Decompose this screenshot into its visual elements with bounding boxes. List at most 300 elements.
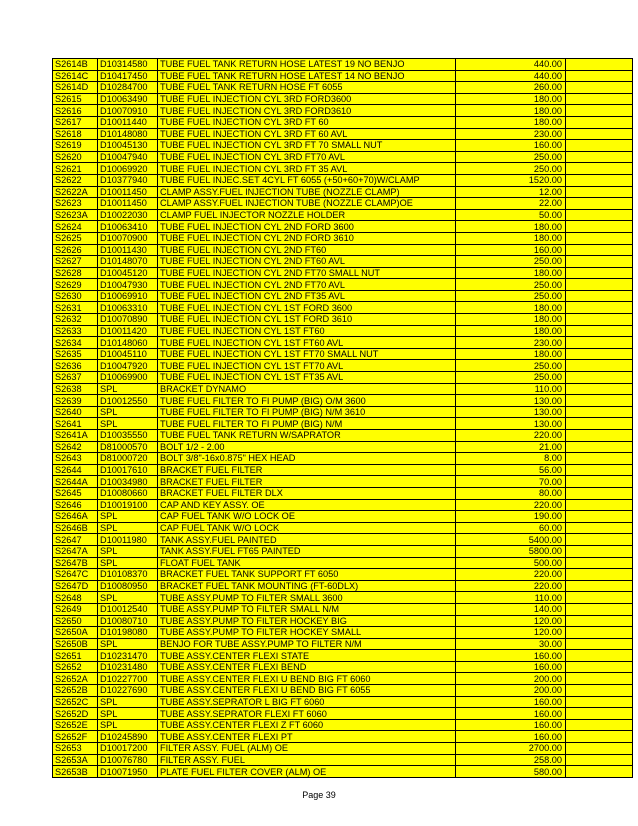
blank-cell (566, 395, 633, 407)
price-cell: 1520.00 (456, 174, 566, 186)
description-cell: BRACKET DYNAMO (158, 383, 456, 395)
part-code-cell: S2627 (53, 256, 98, 268)
part-number-cell: D10047940 (98, 151, 158, 163)
price-cell: 22.00 (456, 198, 566, 210)
description-cell: TANK ASSY.FUEL PAINTED (158, 534, 456, 546)
part-code-cell: S2648 (53, 592, 98, 604)
description-cell: TUBE FUEL INJECTION CYL 2ND FORD 3610 (158, 232, 456, 244)
description-cell: TUBE ASSY.SEPRATOR FLEXI FT 6060 (158, 708, 456, 720)
blank-cell (566, 766, 633, 778)
part-code-cell: S2639 (53, 395, 98, 407)
part-number-cell: D10069900 (98, 372, 158, 384)
blank-cell (566, 116, 633, 128)
part-number-cell: SPL (98, 522, 158, 534)
table-row (53, 348, 633, 360)
price-cell: 56.00 (456, 464, 566, 476)
blank-cell (566, 557, 633, 569)
description-cell: CAP FUEL TANK W/O LOCK OE (158, 511, 456, 523)
part-code-cell: S2614B (53, 59, 98, 71)
price-cell: 70.00 (456, 476, 566, 488)
part-number-cell: D10080950 (98, 580, 158, 592)
blank-cell (566, 592, 633, 604)
part-code-cell: S2652E (53, 719, 98, 731)
blank-cell (566, 302, 633, 314)
price-cell: 200.00 (456, 685, 566, 697)
description-cell: FILTER ASSY. FUEL (ALM) OE (158, 743, 456, 755)
part-code-cell: S2652A (53, 673, 98, 685)
description-cell: CLAMP FUEL INJECTOR NOZZLE HOLDER (158, 209, 456, 221)
part-code-cell: S2618 (53, 128, 98, 140)
part-code-cell: S2652C (53, 696, 98, 708)
part-number-cell: D10148060 (98, 337, 158, 349)
blank-cell (566, 151, 633, 163)
blank-cell (566, 267, 633, 279)
table-row (53, 186, 633, 198)
description-cell: TUBE ASSY.CENTER FLEXI U BEND BIG FT 6055 (158, 685, 456, 697)
description-cell: TUBE FUEL INJECTION CYL 1ST FT70 AVL (158, 360, 456, 372)
part-number-cell: D10148070 (98, 256, 158, 268)
table-row (53, 221, 633, 233)
part-code-cell: S2631 (53, 302, 98, 314)
blank-cell (566, 82, 633, 94)
price-cell: 180.00 (456, 348, 566, 360)
blank-cell (566, 232, 633, 244)
part-code-cell: S2637 (53, 372, 98, 384)
part-number-cell: D10012540 (98, 603, 158, 615)
table-row (53, 522, 633, 534)
description-cell: TUBE FUEL TANK RETURN HOSE FT 6055 (158, 82, 456, 94)
part-number-cell: SPL (98, 406, 158, 418)
price-cell: 130.00 (456, 395, 566, 407)
blank-cell (566, 708, 633, 720)
price-cell: 250.00 (456, 372, 566, 384)
description-cell: FLOAT FUEL TANK (158, 557, 456, 569)
part-number-cell: D10314580 (98, 59, 158, 71)
table-row (53, 116, 633, 128)
description-cell: CAP FUEL TANK W/O LOCK (158, 522, 456, 534)
price-cell: 180.00 (456, 105, 566, 117)
part-code-cell: S2628 (53, 267, 98, 279)
description-cell: BRACKET FUEL FILTER DLX (158, 487, 456, 499)
table-row (53, 198, 633, 210)
blank-cell (566, 522, 633, 534)
part-number-cell: D10227700 (98, 673, 158, 685)
price-cell: 120.00 (456, 627, 566, 639)
part-number-cell: D10045130 (98, 140, 158, 152)
part-code-cell: S2623A (53, 209, 98, 221)
price-cell: 160.00 (456, 731, 566, 743)
price-cell: 8.00 (456, 453, 566, 465)
part-code-cell: S2650A (53, 627, 98, 639)
part-code-cell: S2650B (53, 638, 98, 650)
description-cell: TUBE FUEL INJECTION CYL 2ND FT60 AVL (158, 256, 456, 268)
part-code-cell: S2615 (53, 93, 98, 105)
blank-cell (566, 93, 633, 105)
part-number-cell: D10198080 (98, 627, 158, 639)
price-cell: 160.00 (456, 140, 566, 152)
table-row (53, 592, 633, 604)
part-number-cell: D81000720 (98, 453, 158, 465)
part-number-cell: D10012550 (98, 395, 158, 407)
part-number-cell: D10231470 (98, 650, 158, 662)
table-row (53, 406, 633, 418)
table-row (53, 93, 633, 105)
table-row (53, 209, 633, 221)
table-row (53, 418, 633, 430)
table-row (53, 163, 633, 175)
blank-cell (566, 290, 633, 302)
part-code-cell: S2646B (53, 522, 98, 534)
blank-cell (566, 627, 633, 639)
blank-cell (566, 325, 633, 337)
table-row (53, 580, 633, 592)
table-row (53, 766, 633, 778)
table-row (53, 476, 633, 488)
price-cell: 250.00 (456, 360, 566, 372)
part-code-cell: S2647B (53, 557, 98, 569)
part-code-cell: S2650 (53, 615, 98, 627)
table-row (53, 511, 633, 523)
blank-cell (566, 441, 633, 453)
description-cell: TUBE FUEL INJECTION CYL 2ND FORD 3600 (158, 221, 456, 233)
blank-cell (566, 418, 633, 430)
price-cell: 440.00 (456, 70, 566, 82)
part-code-cell: S2649 (53, 603, 98, 615)
part-number-cell: SPL (98, 592, 158, 604)
part-code-cell: S2621 (53, 163, 98, 175)
price-cell: 200.00 (456, 673, 566, 685)
description-cell: BRACKET FUEL FILTER (158, 464, 456, 476)
blank-cell (566, 430, 633, 442)
blank-cell (566, 453, 633, 465)
price-cell: 220.00 (456, 499, 566, 511)
part-number-cell: D10045120 (98, 267, 158, 279)
blank-cell (566, 499, 633, 511)
table-row (53, 453, 633, 465)
table-row (53, 441, 633, 453)
part-number-cell: D10017200 (98, 743, 158, 755)
part-code-cell: S2614C (53, 70, 98, 82)
description-cell: CLAMP ASSY.FUEL INJECTION TUBE (NOZZLE CLAMP)OE (158, 198, 456, 210)
part-code-cell: S2623 (53, 198, 98, 210)
table-row (53, 128, 633, 140)
price-cell: 160.00 (456, 650, 566, 662)
part-number-cell: D10080710 (98, 615, 158, 627)
part-number-cell: D10011430 (98, 244, 158, 256)
description-cell: TUBE ASSY.CENTER FLEXI PT (158, 731, 456, 743)
table-row (53, 545, 633, 557)
table-row (53, 569, 633, 581)
description-cell: CLAMP ASSY.FUEL INJECTION TUBE (NOZZLE CLAMP) (158, 186, 456, 198)
part-number-cell: D10284700 (98, 82, 158, 94)
description-cell: TUBE FUEL INJECTION CYL 3RD FORD3610 (158, 105, 456, 117)
price-cell: 190.00 (456, 511, 566, 523)
part-number-cell: D10245890 (98, 731, 158, 743)
part-number-cell: SPL (98, 383, 158, 395)
description-cell: TUBE FUEL FILTER TO FI PUMP (BIG) N/M 3610 (158, 406, 456, 418)
description-cell: TUBE FUEL INJECTION CYL 3RD FT 60 AVL (158, 128, 456, 140)
description-cell: BOLT 3/8"-16x0.875" HEX HEAD (158, 453, 456, 465)
description-cell: TUBE ASSY.PUMP TO FILTER SMALL N/M (158, 603, 456, 615)
part-code-cell: S2620 (53, 151, 98, 163)
table-row (53, 290, 633, 302)
blank-cell (566, 615, 633, 627)
part-number-cell: D10011450 (98, 186, 158, 198)
part-number-cell: D10045110 (98, 348, 158, 360)
blank-cell (566, 105, 633, 117)
price-cell: 180.00 (456, 267, 566, 279)
description-cell: TUBE ASSY.CENTER FLEXI STATE (158, 650, 456, 662)
part-code-cell: S2647D (53, 580, 98, 592)
part-number-cell: D10076780 (98, 754, 158, 766)
price-cell: 230.00 (456, 128, 566, 140)
part-number-cell: D10069910 (98, 290, 158, 302)
table-row (53, 627, 633, 639)
part-number-cell: D10063310 (98, 302, 158, 314)
table-row (53, 337, 633, 349)
description-cell: TUBE FUEL FILTER TO FI PUMP (BIG) N/M (158, 418, 456, 430)
table-row (53, 174, 633, 186)
blank-cell (566, 696, 633, 708)
price-cell: 250.00 (456, 256, 566, 268)
part-number-cell: D10148080 (98, 128, 158, 140)
part-code-cell: S2645 (53, 487, 98, 499)
price-cell: 60.00 (456, 522, 566, 534)
price-cell: 250.00 (456, 151, 566, 163)
price-cell: 21.00 (456, 441, 566, 453)
description-cell: PLATE FUEL FILTER COVER (ALM) OE (158, 766, 456, 778)
blank-cell (566, 244, 633, 256)
description-cell: TUBE FUEL INJECTION CYL 1ST FT35 AVL (158, 372, 456, 384)
table-row (53, 244, 633, 256)
description-cell: TUBE FUEL INJECTION CYL 1ST FORD 3600 (158, 302, 456, 314)
part-code-cell: S2652 (53, 661, 98, 673)
blank-cell (566, 545, 633, 557)
table-row (53, 82, 633, 94)
part-code-cell: S2619 (53, 140, 98, 152)
part-code-cell: S2646 (53, 499, 98, 511)
blank-cell (566, 221, 633, 233)
blank-cell (566, 685, 633, 697)
description-cell: TUBE ASSY.CENTER FLEXI U BEND BIG FT 6060 (158, 673, 456, 685)
price-cell: 180.00 (456, 232, 566, 244)
part-number-cell: D10019100 (98, 499, 158, 511)
table-row (53, 279, 633, 291)
part-number-cell: D81000570 (98, 441, 158, 453)
blank-cell (566, 186, 633, 198)
part-code-cell: S2653 (53, 743, 98, 755)
part-code-cell: S2617 (53, 116, 98, 128)
part-number-cell: SPL (98, 511, 158, 523)
part-number-cell: D10070890 (98, 314, 158, 326)
part-number-cell: D10011450 (98, 198, 158, 210)
price-cell: 160.00 (456, 244, 566, 256)
description-cell: TUBE FUEL INJECTION CYL 2ND FT70 SMALL NUT (158, 267, 456, 279)
page-number: Page 39 (302, 790, 336, 800)
price-cell: 140.00 (456, 603, 566, 615)
description-cell: TUBE FUEL INJECTION CYL 1ST FT60 (158, 325, 456, 337)
price-cell: 500.00 (456, 557, 566, 569)
blank-cell (566, 314, 633, 326)
price-cell: 50.00 (456, 209, 566, 221)
part-code-cell: S2633 (53, 325, 98, 337)
description-cell: BRACKET FUEL TANK MOUNTING (FT-60DLX) (158, 580, 456, 592)
table-row (53, 731, 633, 743)
table-row (53, 267, 633, 279)
table-row (53, 754, 633, 766)
blank-cell (566, 580, 633, 592)
price-cell: 258.00 (456, 754, 566, 766)
table-row (53, 70, 633, 82)
price-cell: 180.00 (456, 325, 566, 337)
part-code-cell: S2653B (53, 766, 98, 778)
price-cell: 80.00 (456, 487, 566, 499)
price-cell: 220.00 (456, 580, 566, 592)
parts-price-table (52, 58, 633, 778)
blank-cell (566, 128, 633, 140)
table-row (53, 638, 633, 650)
part-code-cell: S2630 (53, 290, 98, 302)
description-cell: BOLT 1/2 - 2.00 (158, 441, 456, 453)
part-number-cell: D10070900 (98, 232, 158, 244)
blank-cell (566, 348, 633, 360)
table-row (53, 372, 633, 384)
part-code-cell: S2635 (53, 348, 98, 360)
part-code-cell: S2647C (53, 569, 98, 581)
price-cell: 220.00 (456, 430, 566, 442)
description-cell: TUBE FUEL TANK RETURN HOSE LATEST 19 NO BENJO (158, 59, 456, 71)
part-code-cell: S2644A (53, 476, 98, 488)
part-number-cell: SPL (98, 696, 158, 708)
description-cell: TUBE FUEL INJECTION CYL 1ST FORD 3610 (158, 314, 456, 326)
table-row (53, 696, 633, 708)
blank-cell (566, 406, 633, 418)
blank-cell (566, 719, 633, 731)
blank-cell (566, 383, 633, 395)
part-code-cell: S2652D (53, 708, 98, 720)
price-cell: 160.00 (456, 719, 566, 731)
blank-cell (566, 70, 633, 82)
price-cell: 130.00 (456, 406, 566, 418)
description-cell: TUBE ASSY.PUMP TO FILTER HOCKEY SMALL (158, 627, 456, 639)
table-row (53, 314, 633, 326)
blank-cell (566, 476, 633, 488)
table-row (53, 603, 633, 615)
part-code-cell: S2636 (53, 360, 98, 372)
description-cell: TUBE FUEL INJEC.SET 4CYL FT 6055 (+50+60+70)W/CLAMP (158, 174, 456, 186)
part-code-cell: S2644 (53, 464, 98, 476)
price-cell: 250.00 (456, 279, 566, 291)
blank-cell (566, 487, 633, 499)
description-cell: TUBE FUEL INJECTION CYL 3RD FT 60 (158, 116, 456, 128)
price-cell: 180.00 (456, 93, 566, 105)
part-code-cell: S2614D (53, 82, 98, 94)
table-row (53, 325, 633, 337)
price-cell: 250.00 (456, 163, 566, 175)
price-cell: 230.00 (456, 337, 566, 349)
price-cell: 180.00 (456, 302, 566, 314)
blank-cell (566, 198, 633, 210)
description-cell: TUBE FUEL FILTER TO FI PUMP (BIG) O/M 3600 (158, 395, 456, 407)
price-cell: 110.00 (456, 592, 566, 604)
blank-cell (566, 743, 633, 755)
part-number-cell: D10017610 (98, 464, 158, 476)
part-number-cell: D10034980 (98, 476, 158, 488)
description-cell: TUBE ASSY.CENTER FLEXI BEND (158, 661, 456, 673)
blank-cell (566, 209, 633, 221)
price-cell: 160.00 (456, 696, 566, 708)
price-cell: 440.00 (456, 59, 566, 71)
price-cell: 220.00 (456, 569, 566, 581)
price-cell: 5800.00 (456, 545, 566, 557)
part-code-cell: S2653A (53, 754, 98, 766)
part-code-cell: S2626 (53, 244, 98, 256)
part-number-cell: D10071950 (98, 766, 158, 778)
price-cell: 180.00 (456, 314, 566, 326)
part-code-cell: S2647A (53, 545, 98, 557)
blank-cell (566, 731, 633, 743)
blank-cell (566, 661, 633, 673)
part-code-cell: S2646A (53, 511, 98, 523)
blank-cell (566, 569, 633, 581)
blank-cell (566, 140, 633, 152)
table-row (53, 650, 633, 662)
blank-cell (566, 650, 633, 662)
part-number-cell: D10070910 (98, 105, 158, 117)
table-row (53, 673, 633, 685)
price-cell: 2700.00 (456, 743, 566, 755)
part-number-cell: D10063410 (98, 221, 158, 233)
part-number-cell: D10227690 (98, 685, 158, 697)
table-row (53, 499, 633, 511)
blank-cell (566, 279, 633, 291)
price-cell: 180.00 (456, 116, 566, 128)
table-row (53, 105, 633, 117)
description-cell: TUBE FUEL INJECTION CYL 3RD FORD3600 (158, 93, 456, 105)
part-number-cell: D10080660 (98, 487, 158, 499)
price-cell: 160.00 (456, 661, 566, 673)
description-cell: TUBE FUEL INJECTION CYL 1ST FT70 SMALL NUT (158, 348, 456, 360)
blank-cell (566, 464, 633, 476)
part-number-cell: D10035550 (98, 430, 158, 442)
blank-cell (566, 511, 633, 523)
table-row (53, 743, 633, 755)
table-row (53, 383, 633, 395)
price-cell: 250.00 (456, 290, 566, 302)
blank-cell (566, 603, 633, 615)
price-cell: 110.00 (456, 383, 566, 395)
description-cell: CAP AND KEY ASSY. OE (158, 499, 456, 511)
part-number-cell: SPL (98, 545, 158, 557)
part-code-cell: S2641 (53, 418, 98, 430)
description-cell: TUBE FUEL INJECTION CYL 2ND FT35 AVL (158, 290, 456, 302)
table-row (53, 661, 633, 673)
parts-table-body (53, 59, 633, 778)
part-number-cell: D10231480 (98, 661, 158, 673)
part-code-cell: S2652F (53, 731, 98, 743)
blank-cell (566, 673, 633, 685)
description-cell: TUBE ASSY.CENTER FLEXI Z FT 6060 (158, 719, 456, 731)
description-cell: FILTER ASSY. FUEL (158, 754, 456, 766)
table-row (53, 59, 633, 71)
part-code-cell: S2625 (53, 232, 98, 244)
description-cell: TUBE FUEL INJECTION CYL 2ND FT70 AVL (158, 279, 456, 291)
part-code-cell: S2638 (53, 383, 98, 395)
blank-cell (566, 174, 633, 186)
blank-cell (566, 534, 633, 546)
blank-cell (566, 337, 633, 349)
table-row (53, 615, 633, 627)
